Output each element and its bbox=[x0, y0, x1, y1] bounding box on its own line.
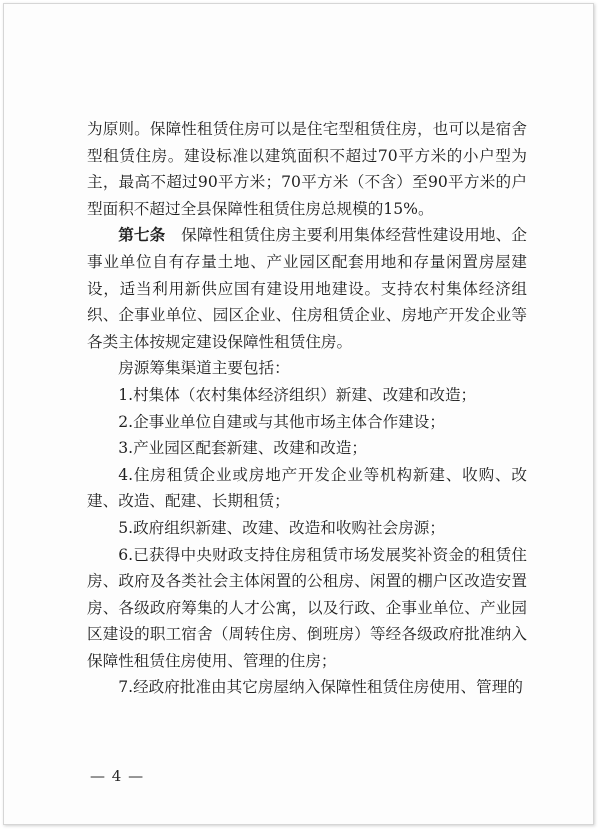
article-heading: 第七条 bbox=[118, 226, 166, 245]
document-page bbox=[3, 3, 594, 825]
list-item-2: 2.企事业单位自建或与其他市场主体合作建设； bbox=[118, 412, 445, 431]
paragraph-article-7 bbox=[87, 222, 527, 355]
list-item-6: 6.已获得中央财政支持住房租赁市场发展奖补资金的租赁住房、政府及各类社会主体闲置的公租房、闲置的棚户区改造安置房、各级政府筹集的人才公寓，以及行政、企事业单位、产业园区建设的职工宿舍（周转住房、倒班房）等经各级政府批准纳入保障性租赁住房使用、管理的住房； bbox=[87, 545, 527, 670]
list-item-5: 5.政府组织新建、改建、改造和收购社会房源； bbox=[118, 518, 445, 537]
list-item-1: 1.村集体（农村集体经济组织）新建、改建和改造； bbox=[118, 385, 477, 404]
page-number: — 4 — bbox=[90, 767, 145, 785]
list-item-4: 4.住房租赁企业或房地产开发企业等机构新建、收购、改建、改造、配建、长期租赁； bbox=[87, 465, 527, 511]
list-item-7: 7.经政府批准由其它房屋纳入保障性租赁住房使用、管理的 bbox=[118, 678, 523, 697]
article-7-text: 保障性租赁住房主要利用集体经营性建设用地、企事业单位自有存量土地、产业园区配套用地和存量闲置房屋建设，适当利用新供应国有建设用地建设。支持农村集体经济组织、企事业单位、园区企业、住房租赁企业、房地产开发企业等各类主体按规定建设保障性租赁住房。 bbox=[87, 226, 527, 351]
list-item-3: 3.产业园区配套新建、改建和改造； bbox=[118, 439, 367, 458]
paragraph-continuation: 为原则。保障性租赁住房可以是住宅型租赁住房，也可以是宿舍型租赁住房。建设标准以建筑面积不超过70平方米的小户型为主，最高不超过90平方米；70平方米（不含）至90平方米的户型面积不超过全县保障性租赁住房总规模的15%。 bbox=[87, 120, 527, 218]
paragraph-sources-intro: 房源筹集渠道主要包括： bbox=[118, 359, 290, 378]
document-body bbox=[87, 116, 527, 701]
